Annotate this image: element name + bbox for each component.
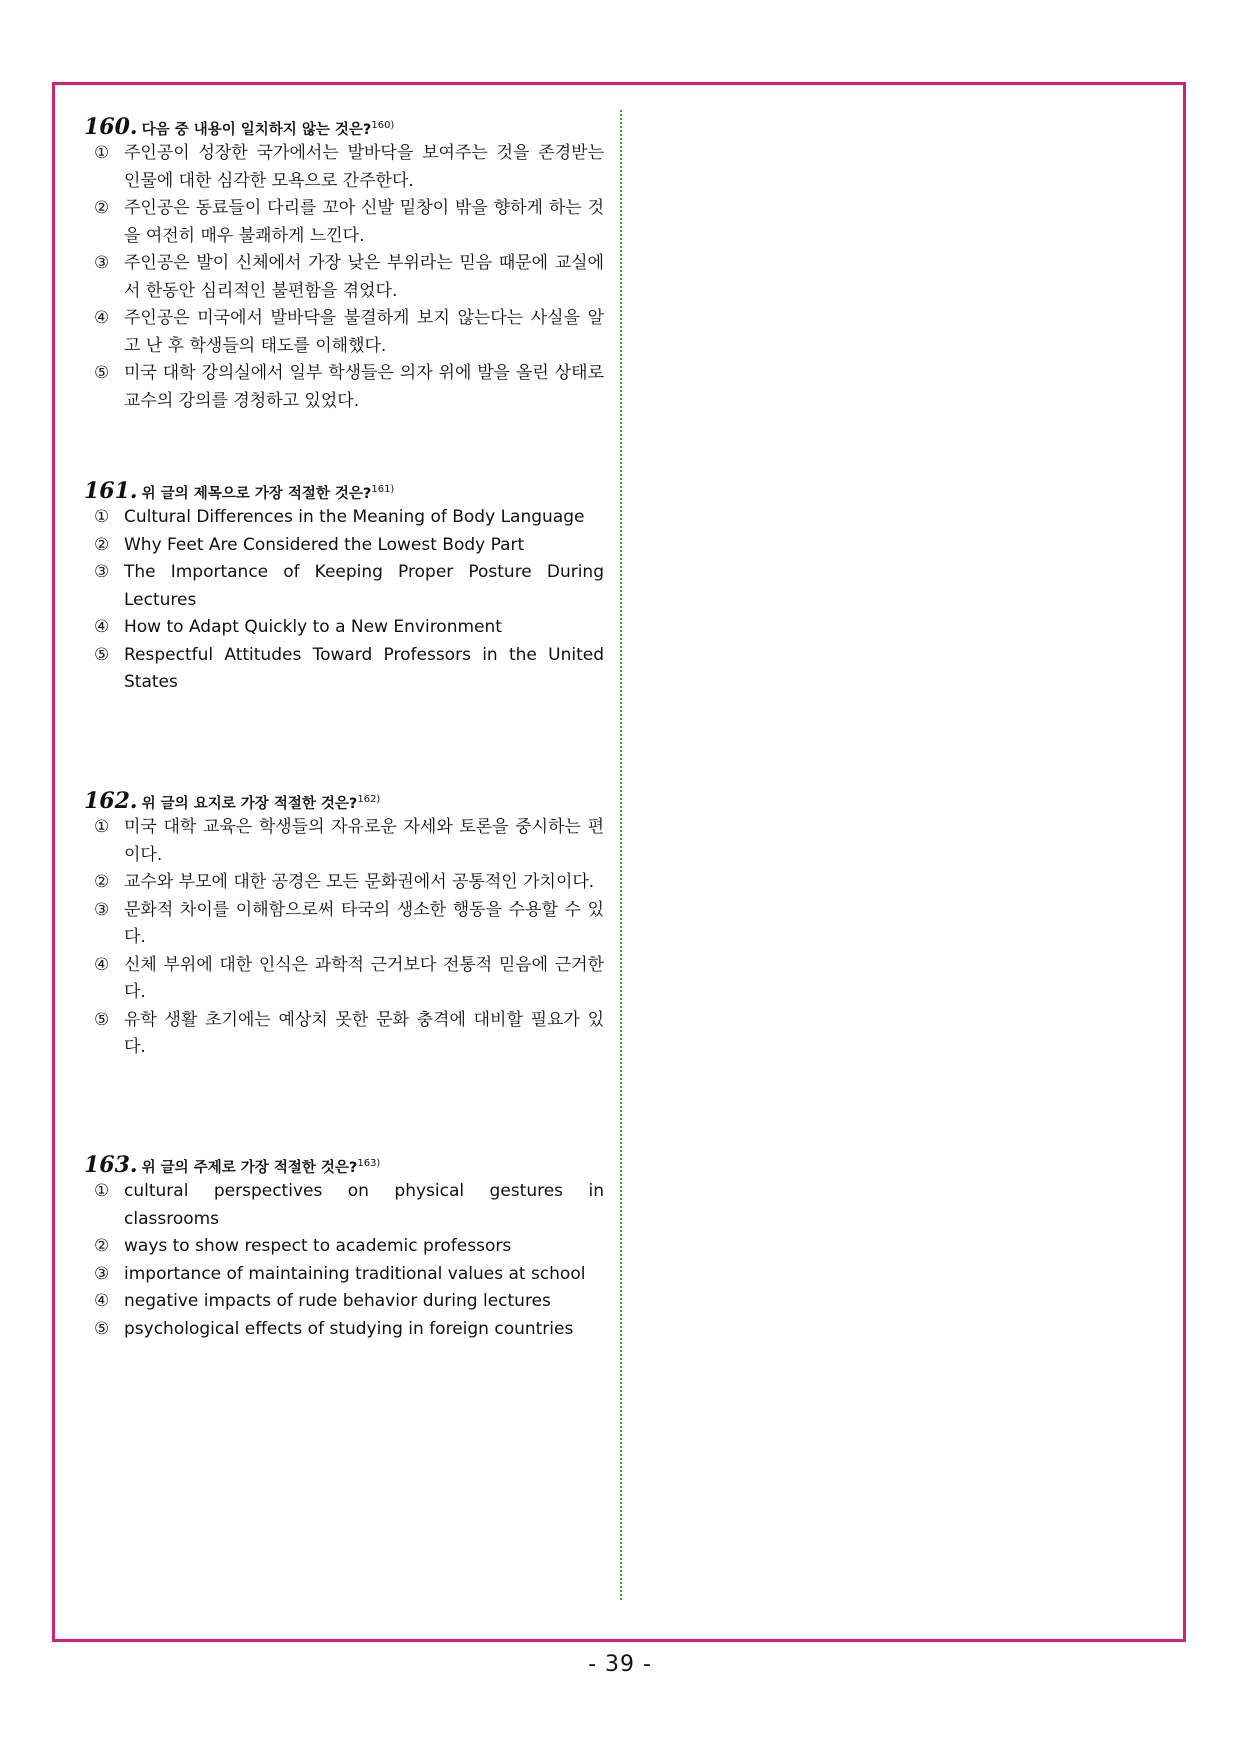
question-prompt: 다음 중 내용이 일치하지 않는 것은? bbox=[141, 122, 372, 138]
option-marker: ③ bbox=[94, 562, 110, 582]
option-marker: ① bbox=[94, 1181, 110, 1201]
question-prompt: 위 글의 요지로 가장 적절한 것은? bbox=[141, 796, 358, 812]
option-5[interactable] bbox=[84, 360, 604, 415]
question-header bbox=[84, 112, 604, 140]
option-list bbox=[84, 140, 604, 415]
question-number: 162. bbox=[84, 788, 138, 814]
option-marker: ③ bbox=[94, 1263, 110, 1284]
option-text: The Importance of Keeping Proper Posture During Lectures bbox=[124, 562, 604, 610]
option-3[interactable] bbox=[84, 1261, 604, 1289]
option-marker: ③ bbox=[94, 899, 110, 920]
option-text: 신체 부위에 대한 인식은 과학적 근거보다 전통적 믿음에 근거한다. bbox=[124, 954, 604, 1002]
option-3[interactable] bbox=[84, 559, 604, 614]
question-163 bbox=[84, 1150, 604, 1343]
option-3[interactable] bbox=[84, 897, 604, 952]
option-text: 유학 생활 초기에는 예상치 못한 문화 충격에 대비할 필요가 있다. bbox=[124, 1009, 604, 1057]
question-prompt: 위 글의 제목으로 가장 적절한 것은? bbox=[141, 486, 372, 502]
footnote-ref: 163) bbox=[357, 1158, 381, 1169]
option-text: negative impacts of rude behavior during lectures bbox=[124, 1291, 551, 1311]
page-number: - 39 - bbox=[588, 1652, 652, 1677]
option-4[interactable] bbox=[84, 1288, 604, 1316]
option-list bbox=[84, 1178, 604, 1343]
option-text: Why Feet Are Considered the Lowest Body Part bbox=[124, 534, 525, 555]
option-1[interactable] bbox=[84, 1178, 604, 1233]
option-text: 주인공은 미국에서 발바닥을 불결하게 보지 않는다는 사실을 알고 난 후 학생들의 태도를 이해했다. bbox=[124, 308, 604, 356]
option-4[interactable] bbox=[84, 614, 604, 642]
option-marker: ⑤ bbox=[94, 1318, 110, 1339]
question-number: 161. bbox=[84, 478, 138, 504]
question-header bbox=[84, 476, 604, 504]
option-marker: ② bbox=[94, 534, 110, 555]
option-marker: ④ bbox=[94, 617, 110, 637]
option-1[interactable] bbox=[84, 140, 604, 195]
footnote-ref: 161) bbox=[371, 484, 395, 495]
option-marker: ② bbox=[94, 1236, 110, 1256]
option-text: cultural perspectives on physical gestures in classrooms bbox=[124, 1181, 604, 1229]
option-4[interactable] bbox=[84, 305, 604, 360]
option-list bbox=[84, 814, 604, 1062]
footnote-ref: 160) bbox=[371, 120, 395, 131]
option-marker: ① bbox=[94, 143, 110, 163]
option-marker: ⑤ bbox=[94, 363, 110, 383]
option-marker: ④ bbox=[94, 308, 110, 328]
footnote-ref: 162) bbox=[357, 794, 381, 805]
question-number: 163. bbox=[84, 1152, 138, 1178]
option-3[interactable] bbox=[84, 250, 604, 305]
option-2[interactable] bbox=[84, 869, 604, 897]
question-number: 160. bbox=[84, 114, 138, 140]
option-list bbox=[84, 504, 604, 697]
option-2[interactable] bbox=[84, 195, 604, 250]
option-4[interactable] bbox=[84, 952, 604, 1007]
question-prompt: 위 글의 주제로 가장 적절한 것은? bbox=[141, 1160, 358, 1176]
option-text: 주인공은 동료들이 다리를 꼬아 신발 밑창이 밖을 향하게 하는 것을 여전히 매우 불쾌하게 느낀다. bbox=[124, 198, 604, 246]
option-text: ways to show respect to academic professors bbox=[124, 1236, 512, 1256]
column-divider bbox=[620, 110, 622, 1600]
question-header bbox=[84, 786, 604, 814]
option-text: psychological effects of studying in foreign countries bbox=[124, 1318, 574, 1339]
option-text: Respectful Attitudes Toward Professors in the United States bbox=[124, 644, 604, 692]
option-2[interactable] bbox=[84, 1233, 604, 1261]
question-161 bbox=[84, 476, 604, 697]
option-text: 교수와 부모에 대한 공경은 모든 문화권에서 공통적인 가치이다. bbox=[124, 872, 595, 892]
option-text: 주인공은 발이 신체에서 가장 낮은 부위라는 믿음 때문에 교실에서 한동안 심리적인 불편함을 겪었다. bbox=[124, 253, 604, 301]
option-text: 미국 대학 교육은 학생들의 자유로운 자세와 토론을 중시하는 편이다. bbox=[124, 817, 604, 865]
option-5[interactable] bbox=[84, 1316, 604, 1344]
option-2[interactable] bbox=[84, 532, 604, 560]
option-marker: ① bbox=[94, 817, 110, 837]
option-marker: ⑤ bbox=[94, 1009, 110, 1030]
option-1[interactable] bbox=[84, 504, 604, 532]
question-160 bbox=[84, 112, 604, 415]
question-162 bbox=[84, 786, 604, 1062]
option-text: 문화적 차이를 이해함으로써 타국의 생소한 행동을 수용할 수 있다. bbox=[124, 899, 604, 947]
option-1[interactable] bbox=[84, 814, 604, 869]
option-text: 미국 대학 강의실에서 일부 학생들은 의자 위에 발을 올린 상태로 교수의 강의를 경청하고 있었다. bbox=[124, 363, 604, 411]
option-marker: ⑤ bbox=[94, 644, 110, 665]
question-header bbox=[84, 1150, 604, 1178]
option-text: 주인공이 성장한 국가에서는 발바닥을 보여주는 것을 존경받는 인물에 대한 심각한 모욕으로 간주한다. bbox=[124, 143, 604, 191]
option-marker: ④ bbox=[94, 1291, 110, 1311]
option-5[interactable] bbox=[84, 642, 604, 697]
option-text: Cultural Differences in the Meaning of Body Language bbox=[124, 507, 585, 527]
option-marker: ② bbox=[94, 198, 110, 218]
option-text: How to Adapt Quickly to a New Environment bbox=[124, 617, 502, 637]
option-marker: ① bbox=[94, 507, 110, 527]
option-5[interactable] bbox=[84, 1007, 604, 1062]
option-marker: ④ bbox=[94, 954, 110, 975]
option-marker: ③ bbox=[94, 253, 110, 273]
option-marker: ② bbox=[94, 872, 110, 892]
option-text: importance of maintaining traditional values at school bbox=[124, 1263, 586, 1284]
